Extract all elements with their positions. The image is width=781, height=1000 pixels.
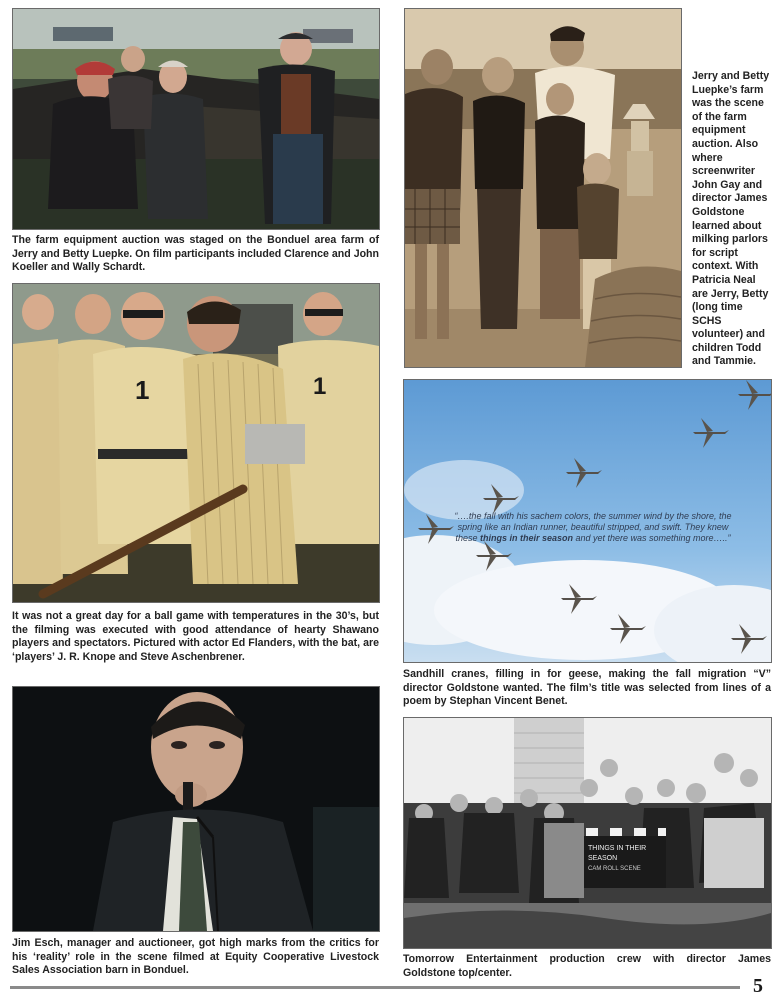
clapboard-line3: CAM ROLL SCENE bbox=[588, 866, 641, 872]
cranes-caption: Sandhill cranes, filling in for geese, making the fall migration “V” director Goldstone wanted. The film’s title was selected from lines of a poem by Stephan Vincent Benet. bbox=[403, 668, 771, 707]
poem-quote bbox=[448, 511, 738, 544]
jersey-number-right: 1 bbox=[313, 373, 327, 400]
poem-text-after: and yet there was something more…..” bbox=[572, 533, 731, 543]
luepke-family-caption: Jerry and Betty Luepke’s farm was the scene of the farm equipment auction. Also where screenwriter John Gay and director James Goldstone learned about milking parlors for script context. With Patricia Neal are Jerry, Betty (long time SCHS volunteer) and children Todd and Tammie. bbox=[692, 70, 770, 368]
auction-caption: The farm equipment auction was staged on the Bonduel area farm of Jerry and Betty Luepke. On film participants included Clarence and John Koeller and Wally Schardt. bbox=[12, 234, 379, 273]
clapboard-line2: SEASON bbox=[588, 855, 618, 862]
ballgame-photo bbox=[12, 283, 380, 603]
poem-emphasis: things in their season bbox=[479, 533, 573, 543]
ballgame-caption: It was not a great day for a ball game with temperatures in the 30’s, but the filming was executed with good attendance of hearty Shawano players and spectators. Pictured with actor Ed Flanders, with the bat, are ‘players’ J. R. Knope and Steve Aschenbrener. bbox=[12, 610, 379, 663]
esch-caption: Jim Esch, manager and auctioneer, got high marks from the critics for his ‘reality’ role in the scene filmed at Equity Cooperative Livestock Sales Association barn in Bonduel. bbox=[12, 937, 379, 976]
crew-photo bbox=[403, 717, 772, 949]
luepke-family-photo bbox=[404, 8, 682, 368]
poem-text-before: “….the fall with his sachem colors, the summer wind by the shore, the spring like an Indian runner, beautiful stripped, and swift. They knew these bbox=[454, 511, 732, 543]
esch-photo bbox=[12, 686, 380, 932]
clapboard-line1: THINGS IN THEIR bbox=[588, 845, 647, 852]
footer-rule bbox=[10, 986, 740, 989]
jersey-number-center: 1 bbox=[135, 375, 150, 405]
crew-caption: Tomorrow Entertainment production crew with director James Goldstone top/center. bbox=[403, 953, 771, 979]
page-number: 5 bbox=[753, 975, 763, 997]
auction-photo bbox=[12, 8, 380, 230]
